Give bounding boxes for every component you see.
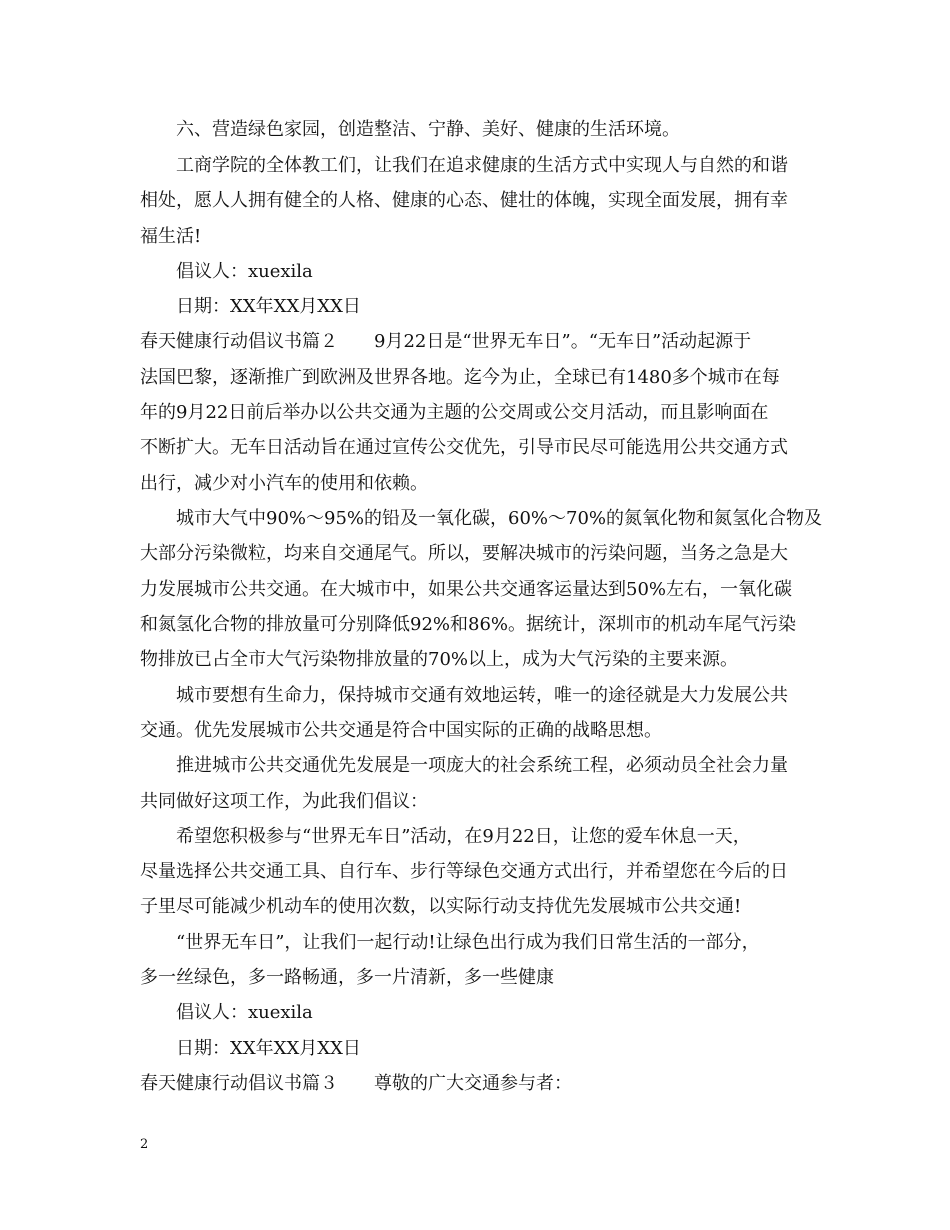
paragraph-line: 子里尽可能减少机动车的使用次数，以实际行动支持优先发展城市公共交通! bbox=[140, 896, 742, 917]
paragraph-line: 福生活! bbox=[140, 226, 202, 247]
paragraph-line: 多一丝绿色，多一路畅通，多一片清新，多一些健康 bbox=[140, 967, 554, 988]
date-line: 日期：XX年XX月XX日 bbox=[176, 1038, 361, 1059]
paragraph-line: 年的9月22日前后举办以公共交通为主题的公交周或公交月活动，而且影响面在 bbox=[140, 402, 769, 423]
paragraph-line: 城市要想有生命力，保持城市交通有效地运转，唯一的途径就是大力发展公共 bbox=[176, 685, 788, 706]
paragraph-line: 工商学院的全体教工们，让我们在追求健康的生活方式中实现人与自然的和谐 bbox=[176, 155, 788, 176]
paragraph-line: 交通。优先发展城市公共交通是符合中国实际的正确的战略思想。 bbox=[140, 720, 662, 741]
paragraph-line: 大部分污染微粒，均来自交通尾气。所以，要解决城市的污染问题，当务之急是大 bbox=[140, 543, 788, 564]
date-line: 日期：XX年XX月XX日 bbox=[176, 296, 361, 317]
paragraph-line: 法国巴黎，逐渐推广到欧洲及世界各地。迄今为止，全球已有1480多个城市在每 bbox=[140, 367, 780, 388]
signatory-line: 倡议人：xuexila bbox=[176, 1002, 313, 1023]
paragraph-line: 不断扩大。无车日活动旨在通过宣传公交优先，引导市民尽可能选用公共交通方式 bbox=[140, 437, 788, 458]
signatory-line: 倡议人：xuexila bbox=[176, 261, 313, 282]
section-heading-line: 春天健康行动倡议书篇３ 尊敬的广大交通参与者： bbox=[140, 1073, 572, 1094]
paragraph-line: 物排放已占全市大气污染物排放量的70%以上，成为大气污染的主要来源。 bbox=[140, 649, 739, 670]
paragraph-line: 和氮氢化合物的排放量可分别降低92%和86%。据统计，深圳市的机动车尾气污染 bbox=[140, 614, 797, 635]
paragraph-line: 共同做好这项工作，为此我们倡议： bbox=[140, 791, 428, 812]
paragraph-line: 相处，愿人人拥有健全的人格、健康的心态、健壮的体魄，实现全面发展，拥有幸 bbox=[140, 190, 788, 211]
paragraph-line: 六、营造绿色家园，创造整洁、宁静、美好、健康的生活环境。 bbox=[176, 119, 680, 140]
page-number: 2 bbox=[140, 1137, 149, 1152]
paragraph-line: 出行，减少对小汽车的使用和依赖。 bbox=[140, 473, 428, 494]
paragraph-line: 推进城市公共交通优先发展是一项庞大的社会系统工程，必须动员全社会力量 bbox=[176, 755, 788, 776]
paragraph-line: “世界无车日”，让我们一起行动!让绿色出行成为我们日常生活的一部分， bbox=[176, 932, 760, 953]
paragraph-line: 尽量选择公共交通工具、自行车、步行等绿色交通方式出行，并希望您在今后的日 bbox=[140, 861, 788, 882]
section-heading-line: 春天健康行动倡议书篇２ 9月22日是“世界无车日”。“无车日”活动起源于 bbox=[140, 331, 752, 352]
paragraph-line: 城市大气中90%～95%的铅及一氧化碳，60%～70%的氮氧化物和氮氢化合物及 bbox=[176, 508, 823, 529]
paragraph-line: 力发展城市公共交通。在大城市中，如果公共交通客运量达到50%左右，一氧化碳 bbox=[140, 579, 793, 600]
paragraph-line: 希望您积极参与“世界无车日”活动，在9月22日，让您的爱车休息一天， bbox=[176, 826, 751, 847]
